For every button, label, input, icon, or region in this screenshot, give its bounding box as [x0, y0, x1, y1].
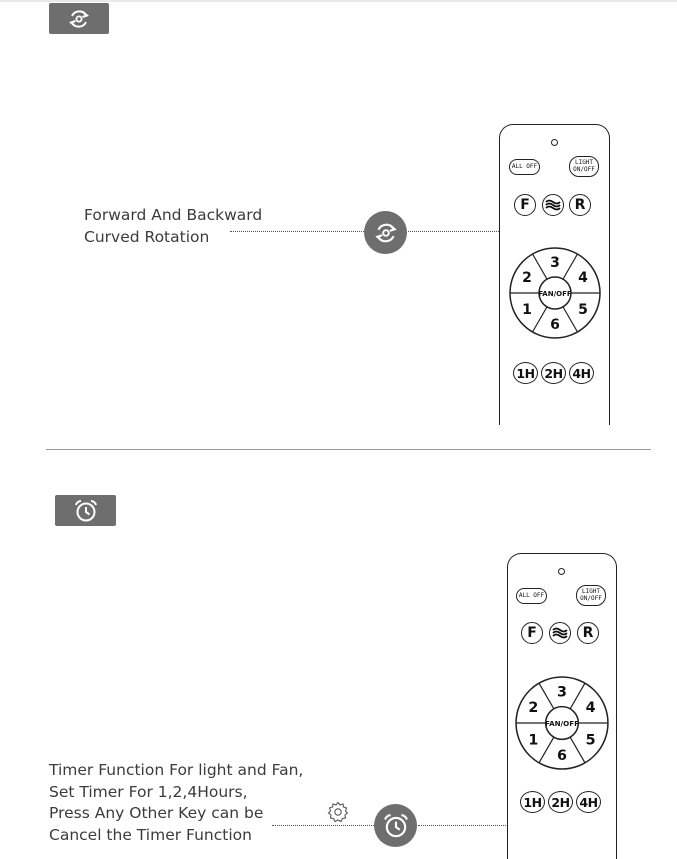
speed-1[interactable]: 1: [528, 732, 539, 749]
rotation-callout: [364, 211, 407, 254]
speed-4[interactable]: 4: [585, 699, 596, 716]
timer-caption-line-3: Press Any Other Key can be: [49, 804, 264, 822]
speed-6[interactable]: 6: [557, 747, 567, 764]
fan-off-label[interactable]: FAN/OFF: [545, 719, 579, 729]
speed-wheel: [514, 675, 610, 771]
timer-caption-line-2: Set Timer For 1,2,4Hours,: [49, 782, 248, 801]
timer-caption-line-1: Timer Function For light and Fan,: [49, 761, 304, 779]
reverse-button[interactable]: [569, 194, 591, 216]
timer-leader-left: [272, 825, 376, 826]
reverse-label: R: [574, 197, 586, 213]
remote-control: [499, 124, 610, 425]
forward-button[interactable]: [521, 622, 543, 644]
timer-1h-label: 1H: [516, 365, 535, 381]
speed-5[interactable]: 5: [578, 302, 588, 318]
timer-1h-button[interactable]: [513, 362, 538, 384]
timer-2h-label: 2H: [544, 365, 563, 381]
light-button[interactable]: [576, 585, 606, 606]
forward-label: F: [527, 625, 537, 641]
speed-2[interactable]: 2: [522, 270, 532, 286]
speed-3[interactable]: 3: [557, 684, 567, 701]
all-off-button[interactable]: [509, 159, 540, 175]
rotate-icon: [372, 219, 400, 247]
speed-wheel: [508, 246, 602, 340]
timer-4h-button[interactable]: [569, 362, 594, 384]
speed-4[interactable]: 4: [578, 270, 588, 286]
timer-badge: [55, 495, 116, 526]
alarm-clock-icon: [73, 498, 99, 524]
rotation-caption: [84, 205, 262, 248]
breeze-button[interactable]: [542, 194, 564, 216]
timer-1h-label: 1H: [523, 794, 542, 810]
speed-5[interactable]: 5: [585, 732, 596, 749]
timer-2h-button[interactable]: [541, 362, 566, 384]
forward-button[interactable]: [514, 194, 536, 216]
rotate-icon: [66, 6, 92, 32]
speed-3[interactable]: 3: [550, 255, 560, 271]
gear-icon: [327, 801, 349, 823]
reverse-button[interactable]: [577, 622, 599, 644]
light-label-line-1: LIGHT: [574, 159, 594, 166]
status-led: [551, 139, 558, 146]
reverse-label: R: [582, 625, 594, 641]
rotation-caption-line-2: Curved Rotation: [84, 227, 210, 246]
timer-caption-line-4: Cancel the Timer Function: [49, 825, 252, 844]
speed-6[interactable]: 6: [550, 317, 560, 333]
timer-1h-button[interactable]: [520, 791, 545, 813]
timer-4h-label: 4H: [572, 365, 591, 381]
rotation-caption-line-1: Forward And Backward: [84, 206, 263, 224]
light-label-line-2: ON/OFF: [573, 165, 595, 173]
timer-2h-button[interactable]: [548, 791, 573, 813]
speed-2[interactable]: 2: [528, 699, 539, 716]
fan-off-label[interactable]: FAN/OFF: [538, 290, 572, 298]
light-label-line-2: ON/OFF: [580, 594, 602, 602]
breeze-icon: [545, 199, 561, 211]
timer-callout: [374, 804, 417, 847]
timer-2h-label: 2H: [551, 794, 570, 810]
rotation-leader-left: [230, 231, 364, 232]
alarm-clock-icon: [382, 812, 410, 840]
light-label-line-1: LIGHT: [581, 588, 601, 595]
light-button[interactable]: [569, 156, 599, 177]
top-border: [0, 0, 677, 2]
all-off-label: ALL OFF: [518, 591, 545, 599]
breeze-icon: [552, 627, 568, 639]
breeze-button[interactable]: [549, 622, 571, 644]
section-divider: [46, 449, 651, 450]
forward-label: F: [520, 197, 530, 213]
all-off-label: ALL OFF: [511, 162, 538, 170]
remote-control: [507, 553, 617, 859]
rotation-badge: [49, 3, 109, 34]
status-led: [558, 568, 565, 575]
timer-caption: [49, 760, 303, 846]
all-off-button[interactable]: [516, 588, 547, 604]
timer-4h-label: 4H: [579, 794, 598, 810]
timer-4h-button[interactable]: [576, 791, 601, 813]
speed-1[interactable]: 1: [522, 302, 532, 318]
